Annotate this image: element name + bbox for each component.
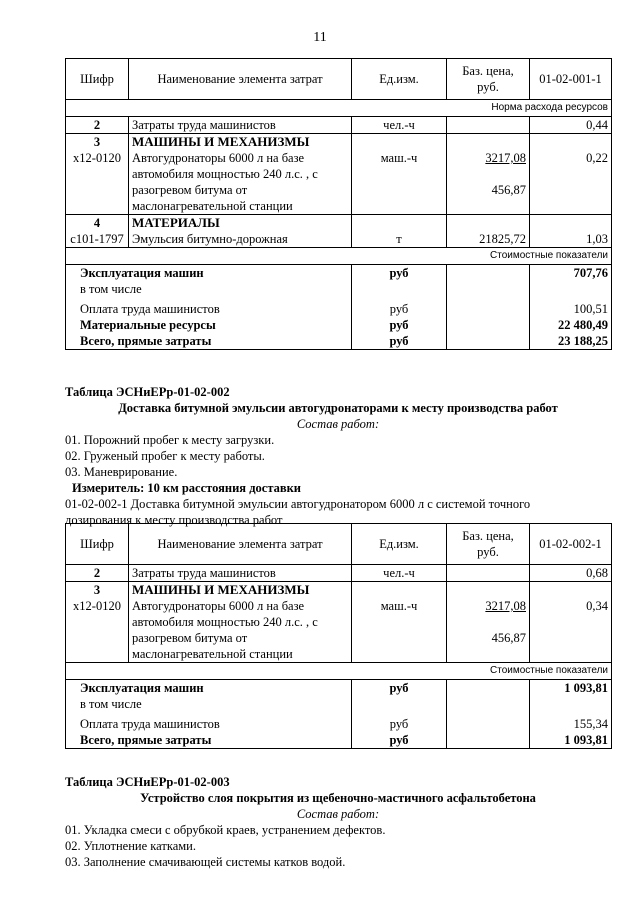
materials-unit-cell <box>352 215 447 248</box>
composition-label-3: Состав работ: <box>296 807 380 821</box>
materials-value: 1,03 <box>586 232 608 246</box>
labor-value: 0,44 <box>530 117 612 134</box>
total-value: 23 188,25 <box>558 334 608 348</box>
labor-num: 2 <box>66 565 129 582</box>
materials-code-cell <box>66 215 129 248</box>
header-price-line1: Баз. цена, <box>462 64 514 78</box>
pay-label: Оплата труда машинистов <box>80 717 220 731</box>
total-label: Всего, прямые затраты <box>80 334 212 348</box>
total-unit: руб <box>389 733 409 747</box>
exp-value: 707,76 <box>573 266 608 280</box>
machines-price-1: 3217,08 <box>485 151 526 165</box>
header-norm-code: 01-02-001-1 <box>530 59 612 100</box>
machines-unit-cell <box>352 582 447 663</box>
machines-value: 0,22 <box>586 151 608 165</box>
measure-line: Измеритель: 10 км расстояния доставки <box>72 481 302 495</box>
header-price <box>447 59 530 100</box>
cost-label: Стоимостные показатели <box>66 663 612 680</box>
machines-unit: маш.-ч <box>380 599 418 613</box>
header-code: Шифр <box>66 524 129 565</box>
machines-code: х12-0120 <box>73 151 121 165</box>
norm-label-row <box>66 100 612 117</box>
resource-table-1 <box>65 58 612 350</box>
section-heading-2: Доставка битумной эмульсии автогудронаторами к месту производства работ <box>118 401 558 415</box>
machines-line: разогревом битума от <box>132 631 248 645</box>
machines-code-cell <box>66 582 129 663</box>
incl-label: в том числе <box>80 282 142 296</box>
materials-value-cell <box>530 215 612 248</box>
machines-line: маслонагревательной станции <box>132 647 293 661</box>
machines-unit-cell <box>352 134 447 215</box>
norm-description: дозирования к месту производства работ <box>65 513 283 527</box>
labor-num: 2 <box>66 117 129 134</box>
machines-num: 3 <box>93 135 101 149</box>
table-row <box>66 117 612 134</box>
machines-price-cell <box>447 582 530 663</box>
machines-name-cell <box>129 134 352 215</box>
machines-line: маслонагревательной станции <box>132 199 293 213</box>
cost-row <box>66 265 612 350</box>
table-row <box>66 582 612 663</box>
header-price-line2: руб. <box>477 80 499 94</box>
materials-price: 21825,72 <box>479 232 526 246</box>
table-title-3: Таблица ЭСНиЕРр-01-02-003 <box>65 775 230 789</box>
pay-unit: руб <box>389 302 409 316</box>
cost-label-row <box>66 248 612 265</box>
exp-value: 1 093,81 <box>564 681 608 695</box>
pay-label: Оплата труда машинистов <box>80 302 220 316</box>
machines-price-cell <box>447 134 530 215</box>
exp-unit: руб <box>389 681 409 695</box>
table-header-row <box>66 524 612 565</box>
cost-labels-cell <box>66 265 352 350</box>
header-name: Наименование элемента затрат <box>129 524 352 565</box>
machines-category: МАШИНЫ И МЕХАНИЗМЫ <box>132 134 310 149</box>
header-unit: Ед.изм. <box>352 524 447 565</box>
labor-unit: чел.-ч <box>352 565 447 582</box>
work-item: 02. Груженый пробег к месту работы. <box>65 449 265 463</box>
exp-label: Эксплуатация машин <box>80 681 204 695</box>
machines-price-2: 456,87 <box>491 183 526 197</box>
norm-description: 01-02-002-1 Доставка битумной эмульсии автогудронатором 6000 л с системой точного <box>65 497 531 511</box>
machines-value: 0,34 <box>586 599 608 613</box>
exp-unit: руб <box>389 266 409 280</box>
labor-price <box>447 117 530 134</box>
materials-category: МАТЕРИАЛЫ <box>132 215 220 230</box>
mat-value: 22 480,49 <box>558 318 608 332</box>
header-unit: Ед.изм. <box>352 59 447 100</box>
total-label: Всего, прямые затраты <box>80 733 212 747</box>
machines-line: Автогудронаторы 6000 л на базе <box>132 151 305 165</box>
labor-name: Затраты труда машинистов <box>129 117 352 134</box>
machines-value-cell <box>530 582 612 663</box>
machines-line: Автогудронаторы 6000 л на базе <box>132 599 305 613</box>
cost-label-row <box>66 663 612 680</box>
header-name: Наименование элемента затрат <box>129 59 352 100</box>
labor-price <box>447 565 530 582</box>
mat-unit: руб <box>389 318 409 332</box>
labor-value: 0,68 <box>530 565 612 582</box>
machines-price-1: 3217,08 <box>485 599 526 613</box>
work-item: 01. Порожний пробег к месту загрузки. <box>65 433 275 447</box>
resource-table-2 <box>65 523 612 749</box>
mat-label: Материальные ресурсы <box>80 318 216 332</box>
materials-code: с101-1797 <box>70 232 124 246</box>
table-row <box>66 215 612 248</box>
cost-units-cell <box>352 680 447 749</box>
header-price-line1: Баз. цена, <box>462 529 514 543</box>
work-item: 02. Уплотнение катками. <box>65 839 196 853</box>
table-row <box>66 565 612 582</box>
pay-value: 100,51 <box>573 302 608 316</box>
machines-code: х12-0120 <box>73 599 121 613</box>
work-item: 03. Маневрирование. <box>65 465 178 479</box>
machines-unit: маш.-ч <box>380 151 418 165</box>
machines-name-cell <box>129 582 352 663</box>
cost-label: Стоимостные показатели <box>66 248 612 265</box>
table-title-2: Таблица ЭСНиЕРр-01-02-002 <box>65 385 230 399</box>
materials-name: Эмульсия битумно-дорожная <box>132 232 288 246</box>
norm-label: Норма расхода ресурсов <box>66 100 612 117</box>
cost-row <box>66 680 612 749</box>
header-code: Шифр <box>66 59 129 100</box>
work-item: 01. Укладка смеси с обрубкой краев, устранением дефектов. <box>65 823 386 837</box>
materials-name-cell <box>129 215 352 248</box>
machines-line: разогревом битума от <box>132 183 248 197</box>
total-value: 1 093,81 <box>564 733 608 747</box>
section-heading-3: Устройство слоя покрытия из щебеночно-мастичного асфальтобетона <box>140 791 536 805</box>
labor-name: Затраты труда машинистов <box>129 565 352 582</box>
header-norm-code: 01-02-002-1 <box>530 524 612 565</box>
pay-unit: руб <box>389 717 409 731</box>
materials-unit: т <box>396 232 402 246</box>
table-row <box>66 134 612 215</box>
materials-num: 4 <box>93 216 101 230</box>
incl-label: в том числе <box>80 697 142 711</box>
header-price-line2: руб. <box>477 545 499 559</box>
machines-value-cell <box>530 134 612 215</box>
machines-price-2: 456,87 <box>491 631 526 645</box>
pay-value: 155,34 <box>573 717 608 731</box>
header-price <box>447 524 530 565</box>
composition-label-2: Состав работ: <box>296 417 380 431</box>
cost-units-cell <box>352 265 447 350</box>
cost-labels-cell <box>66 680 352 749</box>
total-unit: руб <box>389 334 409 348</box>
work-item: 03. Заполнение смачивающей системы катков водой. <box>65 855 346 869</box>
cost-values-cell <box>530 265 612 350</box>
machines-num: 3 <box>93 583 101 597</box>
cost-price-cell <box>447 680 530 749</box>
cost-values-cell <box>530 680 612 749</box>
machines-code-cell <box>66 134 129 215</box>
table-header-row <box>66 59 612 100</box>
machines-category: МАШИНЫ И МЕХАНИЗМЫ <box>132 582 310 597</box>
exp-label: Эксплуатация машин <box>80 266 204 280</box>
machines-line: автомобиля мощностью 240 л.с. , с <box>132 167 318 181</box>
machines-line: автомобиля мощностью 240 л.с. , с <box>132 615 318 629</box>
labor-unit: чел.-ч <box>352 117 447 134</box>
materials-price-cell <box>447 215 530 248</box>
cost-price-cell <box>447 265 530 350</box>
page-number: 11 <box>313 30 327 45</box>
